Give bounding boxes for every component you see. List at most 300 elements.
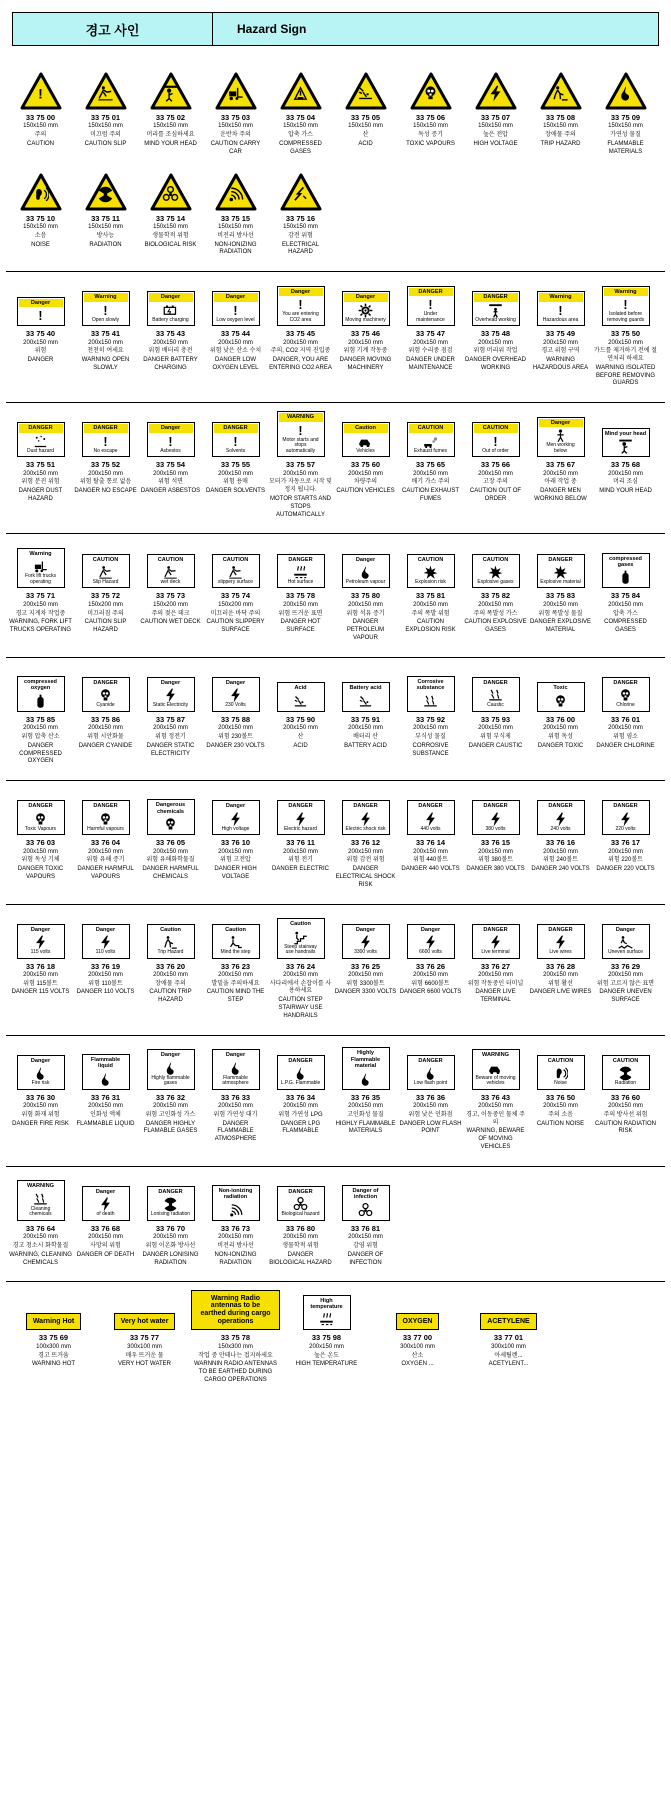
sign-banner-label: CAUTION [474,424,518,432]
sign-english-text: DANGER PETROLEUM VAPOUR [346,619,385,641]
corrosive-icon [409,693,453,709]
sign-korean-text: 경고 청소시 화학물질 [12,1243,69,1249]
sign-row [8,664,663,772]
sign-code: 33 75 01 [90,113,121,122]
sign-korean-text: 부식성 물질 [415,733,446,740]
sign-cell[interactable] [268,1042,333,1143]
sign-korean-text: 위험 압축 산소 [21,733,60,740]
sign-cell[interactable] [8,62,73,155]
battery-icon [149,302,193,318]
sign-cell[interactable] [203,278,268,379]
sign-banner-label: DANGER [288,803,313,810]
sign-english-text: NOISE [31,241,50,248]
sign-cell[interactable] [528,664,593,757]
sign-cell[interactable] [593,540,658,641]
sign-korean-text: 위험 분진 위험 [21,479,60,486]
sign-cell[interactable] [203,409,268,502]
sign-cell[interactable] [268,787,333,880]
sign-code: 33 76 30 [25,1092,56,1102]
sign-korean-text: 위험 화재 위험 [21,1111,60,1118]
sign-english-text: DANGER CHLORINE [596,742,655,749]
sign-korean-text: 가드를 제거하기 전에 절연처리 하세요 [594,348,657,363]
sign-english-text: CAUTION [27,140,54,147]
sign-english-text: DANGER LIVE TERMINAL [475,989,516,1004]
sign-korean-text: 장애물 주의 [155,980,186,987]
sign-size: 200x150 mm [283,1234,318,1241]
corrosive-icon [474,687,518,703]
sign-cell[interactable] [333,409,398,502]
sign-cell[interactable] [593,1042,658,1143]
sign-english-text: DANGER COMPRESSED OXYGEN [19,742,62,765]
sign-graphic [212,411,260,457]
sign-cell[interactable] [203,1173,268,1274]
sign-size: 200x150 mm [608,848,643,855]
sign-cell[interactable] [528,911,593,1004]
sign-korean-text: 생물학적 위험 [152,232,189,239]
sign-code: 33 76 05 [155,838,186,848]
sign-cell[interactable] [138,540,203,633]
sign-cell[interactable] [138,62,203,155]
sign-sub-label: Live wires [549,949,572,956]
sign-sub-label: wet deck [160,578,181,585]
sign-sub-label: Motor starts and stops automatically [282,436,319,454]
sign-code: 33 75 55 [220,460,251,470]
sign-sub-label: Biological hazard [281,1211,320,1218]
flame-icon [409,1065,453,1081]
sign-korean-text: 위험 240볼트 [543,857,578,864]
sign-graphic [277,789,325,835]
sign-cell[interactable] [138,1042,203,1143]
sign-row [8,540,663,648]
sign-english-text: ACID [293,742,308,749]
hazard-rect-sign [537,800,585,835]
sign-cell[interactable] [463,787,528,880]
vehicle-icon [344,433,388,449]
sign-code: 33 76 14 [415,838,446,848]
hazard-rect-sign [212,554,260,589]
sign-size: 200x150 mm [543,848,578,855]
sign-korean-text: 장애물 주의 [545,132,576,139]
biohazard-icon [344,1202,388,1218]
sign-korean-text: 비전리 방사선 [217,1243,254,1249]
sign-cell[interactable] [203,1042,268,1150]
sign-banner-label: WARNING [26,1183,55,1190]
sign-banner-label: DANGER [418,803,443,810]
sign-size: 200x150 mm [88,848,123,855]
sign-cell[interactable] [528,787,593,880]
sign-sub-label: No escape [93,447,118,454]
sign-banner-label: Danger [539,419,583,427]
sign-graphic [147,1044,195,1090]
sign-code: 33 76 24 [285,961,316,971]
sign-banner-label: DANGER [19,424,63,432]
sign-cell[interactable] [463,1288,554,1375]
hazard-rect-sign [277,1186,325,1221]
sign-cell[interactable] [203,911,268,1012]
sign-sub-label: Vehicles [356,447,375,454]
sign-code: 33 75 50 [610,329,641,339]
worker-icon [539,427,583,443]
overhead-icon [474,302,518,318]
sign-cell[interactable] [73,540,138,641]
sign-graphic [17,280,65,326]
sign-code: 33 75 86 [90,714,121,724]
sign-size: 150x150 mm [23,223,58,230]
sign-cell[interactable] [73,911,138,1004]
sign-cell[interactable] [8,1042,73,1135]
sign-cell[interactable] [333,62,398,155]
sign-cell[interactable] [398,787,463,880]
sign-code: 33 75 69 [38,1333,69,1343]
sign-cell[interactable] [73,62,138,155]
sign-sub-label: L.P.G. Flammable [280,1080,321,1087]
sign-code: 33 76 60 [610,1092,641,1102]
sign-banner-label: Non-ionizing radiation [218,1187,253,1201]
hazard-text-plate: Very hot water [114,1313,176,1331]
sign-sub-label: Low flash point [413,1080,448,1087]
sign-graphic [472,789,520,835]
sign-english-text: DANGER TOXIC [537,742,584,749]
sign-cell[interactable] [398,911,463,1004]
sign-banner-label: DANGER [613,679,638,686]
sign-graphic [147,913,195,959]
sign-graphic [472,280,520,326]
uneven-surface-icon [604,934,648,950]
sign-cell[interactable] [138,911,203,1012]
sign-korean-text: 사망의 위험 [90,1243,121,1249]
sign-code: 33 76 68 [90,1223,121,1233]
sign-cell[interactable] [463,1042,528,1158]
sign-graphic [537,280,585,326]
sign-cell[interactable] [398,409,463,510]
sign-banner-label: Danger [19,299,63,307]
sign-cell[interactable] [398,664,463,765]
step-icon [214,934,258,950]
sign-code: 33 76 32 [155,1092,186,1102]
exclamation-icon [20,85,62,102]
sign-cell[interactable] [398,1042,463,1143]
sign-cell[interactable] [268,163,333,264]
sign-cell[interactable] [268,62,333,163]
sign-graphic [407,666,455,712]
sign-sub-label: Under maintenance [416,311,445,323]
sign-sub-label: Fire risk [31,1080,50,1087]
sign-graphic [17,666,65,712]
sign-graphic [277,913,325,959]
sign-cell[interactable] [281,1288,372,1375]
sign-code: 33 75 41 [90,329,121,339]
sign-english-text: CAUTION EXHAUST FUMES [401,488,459,503]
sign-cell[interactable] [203,787,268,888]
sign-english-text: DANGER LOW FLASH POINT [399,1120,462,1135]
sign-cell[interactable] [190,1288,281,1390]
sign-size: 200x150 mm [218,848,253,855]
sign-cell[interactable] [593,278,658,394]
sign-cell[interactable] [333,787,398,895]
sign-code: 33 75 03 [220,113,251,122]
lightning-icon [214,811,258,827]
sign-graphic [82,542,130,588]
sign-sub-label: Explosive material [540,578,581,585]
sign-code: 33 75 72 [90,591,121,601]
sign-banner-label: Mind your head [604,430,647,437]
sign-cell[interactable] [372,1288,463,1375]
sign-graphic [537,789,585,835]
sign-english-text: DANGER CAUSTIC [468,742,523,749]
warning-triangle-sign [215,72,257,110]
sign-cell[interactable] [138,163,203,256]
sign-size: 150x150 mm [218,223,253,230]
skull-icon [539,693,583,709]
sign-cell[interactable] [463,62,528,155]
sign-code: 33 75 78 [285,591,316,601]
compressed-gas-icon [280,85,322,102]
sign-korean-text: 매우 뜨거운 물 [125,1352,164,1359]
sign-cell[interactable] [138,787,203,888]
sign-cell[interactable] [268,911,333,1027]
sign-cell[interactable] [8,540,73,641]
sign-cell[interactable] [463,664,528,757]
hazard-rect-sign [82,800,130,835]
sign-code: 33 76 19 [90,961,121,971]
sign-banner-label: DANGER [288,1057,313,1064]
sign-cell[interactable] [593,409,658,502]
hazard-rect-sign [537,924,585,959]
sign-size: 200x150 mm [478,601,513,608]
hazard-rect-sign [17,297,65,326]
skull-icon [19,811,63,827]
slip-person-icon [149,564,193,580]
sign-cell[interactable] [268,540,333,641]
sign-cell[interactable] [138,1173,203,1274]
sign-cell[interactable] [203,62,268,163]
sign-row [8,62,663,263]
hazard-rect-sign [212,291,260,326]
hazard-rect-sign [82,554,130,589]
exclamation-icon [214,302,258,318]
sign-korean-text: 위험 탈출 통로 없음 [79,479,132,486]
sign-size: 200x150 mm [283,1103,318,1110]
sign-cell[interactable] [8,1288,99,1375]
sign-english-text: BIOLOGICAL RISK [144,241,197,248]
sign-english-text: DANGER BIOLOGICAL HAZARD [269,1251,332,1266]
sign-korean-text: 주의 폭발성 가스 [473,610,518,617]
sign-cell[interactable] [463,911,528,1012]
sign-code: 33 75 83 [545,591,576,601]
sign-cell[interactable] [398,278,463,379]
sign-code: 33 76 29 [610,961,641,971]
sign-cell[interactable] [528,540,593,641]
sign-cell[interactable] [333,664,398,757]
sign-cell[interactable] [398,540,463,641]
sign-sub-label: Static Electricity [152,702,189,709]
sign-banner-label: CAUTION [612,1057,639,1064]
sign-cell[interactable] [73,163,138,256]
sign-size: 150x150 mm [283,223,318,230]
sign-cell[interactable] [73,278,138,379]
sign-cell[interactable] [138,664,203,765]
sign-english-text: ELECTRICAL HAZARD [281,241,319,256]
sign-cell[interactable] [333,278,398,379]
sign-cell[interactable] [99,1288,190,1375]
sign-english-text: DANGER ELECTRIC [271,866,329,873]
sign-cell[interactable] [333,1042,398,1143]
hazard-rect-sign [82,291,130,326]
sign-cell[interactable] [333,1173,398,1274]
sign-cell[interactable] [268,664,333,757]
sign-banner-label: CAUTION [417,556,444,563]
hazard-rect-sign [472,291,520,326]
sign-cell[interactable] [268,409,333,525]
warning-triangle-sign [605,72,647,110]
sign-banner-label: DANGER [409,288,453,296]
sign-cell[interactable] [8,1173,73,1274]
exclamation-icon [604,296,648,312]
sign-korean-text: 경고 지게차 작업중 [15,610,66,617]
sign-graphic [82,666,130,712]
sign-sub-label: Flammable atmosphere [222,1074,249,1087]
sign-banner-label: DANGER [158,1188,183,1195]
sign-size: 200x150 mm [153,848,188,855]
sign-cell[interactable] [73,409,138,502]
sign-cell[interactable] [593,664,658,757]
sign-cell[interactable] [8,409,73,510]
hazard-rect-sign [147,677,195,712]
hazard-rect-sign [277,918,325,958]
sign-korean-text: 독성 증기 [418,132,443,139]
sign-size: 150x150 mm [153,123,188,130]
sign-cell[interactable] [333,911,398,1004]
exclamation-icon [409,296,453,312]
sign-code: 33 75 06 [415,113,446,122]
sign-cell[interactable] [593,787,658,880]
lightning-icon [474,811,518,827]
hazard-text-plate: OXYGEN [396,1313,440,1331]
sign-sub-label: Live terminal [481,949,510,956]
sign-korean-text: 위험 440볼트 [413,857,448,864]
sign-size: 200x150 mm [23,971,58,978]
sign-cell[interactable] [8,911,73,1004]
sign-cell[interactable] [528,62,593,155]
hazard-rect-sign [82,924,130,959]
sign-banner-label: Danger [420,926,441,933]
hazard-rect-sign [277,554,325,589]
sign-cell[interactable] [463,409,528,510]
sign-size: 200x150 mm [23,339,58,346]
sign-cell[interactable] [8,163,73,256]
hazard-rect-sign [602,286,650,326]
sign-banner-label: WARNING [481,1052,510,1059]
sign-cell[interactable] [8,278,73,371]
hazard-rect-sign [147,422,195,457]
sign-cell[interactable] [73,1042,138,1135]
sign-banner-label: Dangerous chemicals [155,802,186,815]
lightning-icon [149,687,193,703]
sign-sub-label: Overhead working [475,316,516,323]
sign-code: 33 75 90 [285,714,316,724]
section-5 [6,658,665,781]
sign-cell[interactable] [333,540,398,648]
sign-english-text: DANGER EXPLOSIVE MATERIAL [529,619,592,634]
sign-size: 150x200 mm [153,601,188,608]
sign-english-text: DANGER 440 VOLTS [401,866,460,873]
sign-sub-label: 115 volts [30,949,51,956]
sign-cell[interactable] [528,1042,593,1135]
sign-graphic [17,913,65,959]
sign-size: 200x150 mm [283,470,318,477]
sign-size: 200x150 mm [348,971,383,978]
sign-cell[interactable] [593,62,658,163]
sign-cell[interactable] [463,278,528,379]
sign-english-text: WARNING HAZARDOUS AREA [532,357,589,371]
sign-cell[interactable] [203,163,268,264]
trip-icon [149,934,193,950]
sign-code: 33 76 34 [285,1092,316,1102]
electric-shock-icon [280,186,322,203]
sign-size: 150x150 mm [608,123,643,130]
sign-row [8,1173,663,1274]
sign-size: 150x200 mm [218,601,253,608]
sign-korean-text: 위험 활선 [548,980,573,987]
forklift-icon [19,558,63,574]
sign-code: 33 76 64 [25,1223,56,1233]
sign-graphic [602,542,650,588]
sign-cell[interactable] [138,409,203,502]
sign-cell[interactable] [268,1173,333,1274]
sign-korean-text: 위험 전기 [288,857,313,864]
sign-english-text: CAUTION EXPLOSION RISK [405,619,456,634]
sign-code: 33 75 87 [155,714,186,724]
sign-banner-label: DANGER [288,556,313,563]
sign-graphic [602,789,650,835]
sign-code: 33 75 09 [610,113,641,122]
sign-cell[interactable] [8,664,73,772]
sign-english-text: HIGH VOLTAGE [473,140,518,147]
lightning-icon [214,687,258,703]
sign-korean-text: 주의 소음 [548,1111,573,1118]
sign-cell[interactable] [203,664,268,757]
sign-cell[interactable] [528,409,593,510]
sign-cell[interactable] [73,1173,138,1266]
sign-graphic [407,913,455,959]
sign-code: 33 75 78 [220,1333,251,1343]
sign-korean-text: 배터리 산 [353,733,378,740]
sign-cell[interactable] [73,664,138,757]
sign-cell[interactable] [528,278,593,379]
sign-cell[interactable] [593,911,658,1012]
sign-size: 200x150 mm [153,971,188,978]
sign-cell[interactable] [203,540,268,641]
sign-korean-text: 위험 작동중인 터미널 [467,980,524,987]
sign-cell[interactable] [8,787,73,888]
svg-text:!: ! [168,434,173,449]
sign-cell[interactable] [398,62,463,155]
skull-icon [604,687,648,703]
sign-banner-label: Danger [225,803,246,810]
sign-cell[interactable] [138,278,203,379]
sign-graphic [342,542,390,588]
sign-cell[interactable] [73,787,138,888]
sign-code: 33 75 80 [350,591,381,601]
sign-size: 300x100 mm [127,1343,162,1350]
warning-triangle-sign [85,72,127,110]
sign-english-text: MIND YOUR HEAD [599,488,652,495]
sign-cell[interactable] [268,278,333,379]
sign-cell[interactable] [463,540,528,641]
lightning-icon [84,1196,128,1212]
sign-code: 33 76 28 [545,961,576,971]
sign-code: 33 75 45 [285,329,316,339]
